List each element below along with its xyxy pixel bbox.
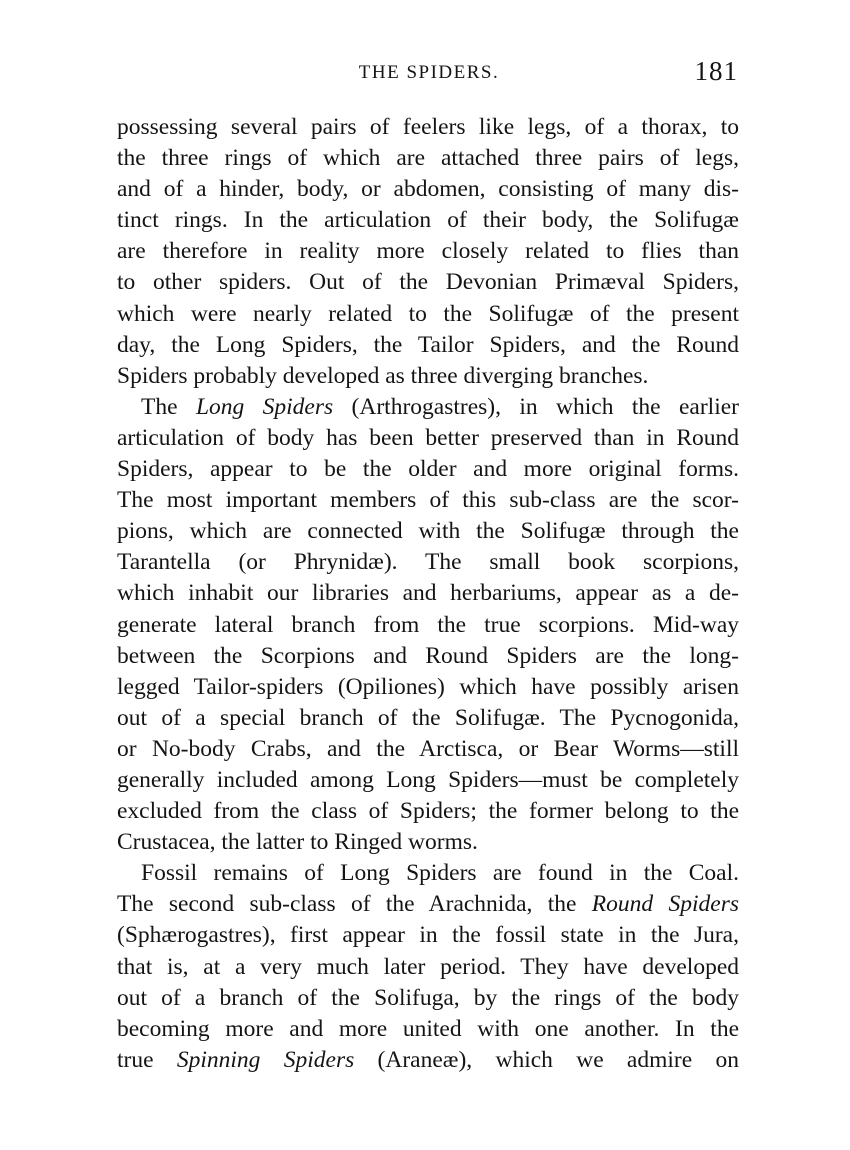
text-line: pions, which are connected with the Solifugæ through the (117, 518, 739, 545)
text-line: generally included among Long Spiders—must be completely (117, 766, 739, 793)
text-line: out of a branch of the Solifuga, by the rings of the body (117, 984, 739, 1011)
text-line: are therefore in reality more closely related to flies than (117, 238, 739, 265)
text-line: or No-body Crabs, and the Arctisca, or Bear Worms—still (117, 735, 739, 762)
text-line: between the Scorpions and Round Spiders are the long- (117, 642, 739, 669)
text-line: legged Tailor-spiders (Opiliones) which have possibly arisen (117, 673, 739, 700)
text-line: excluded from the class of Spiders; the former belong to the (117, 798, 739, 825)
running-head (118, 58, 740, 90)
text-line: Spiders probably developed as three diverging branches. (117, 362, 649, 389)
text-line: becoming more and more united with one another. In the (117, 1015, 739, 1042)
italic-term: Spinning Spiders (176, 1046, 355, 1073)
text-line: true Spinning Spiders (Araneæ), which we admire on (117, 1046, 739, 1073)
text-line: possessing several pairs of feelers like legs, of a thorax, to (117, 114, 739, 140)
text-line: The most important members of this sub-class are the scor- (117, 487, 739, 514)
text-line: The second sub-class of the Arachnida, the Round Spiders (117, 891, 739, 918)
text-line: out of a special branch of the Solifugæ. The Pycnogonida, (117, 704, 739, 731)
paragraph-3 (117, 858, 739, 1076)
text-line: which inhabit our libraries and herbariums, appear as a de- (117, 580, 739, 607)
text-line: to other spiders. Out of the Devonian Primæval Spiders, (117, 269, 739, 296)
italic-term: Round Spiders (591, 891, 739, 918)
body-text (117, 112, 739, 1076)
paragraph-2 (117, 392, 739, 858)
text-line: that is, at a very much later period. They have developed (117, 953, 739, 980)
text-line: and of a hinder, body, or abdomen, consisting of many dis- (117, 176, 739, 203)
paragraph-1 (117, 112, 739, 392)
text-line: Fossil remains of Long Spiders are found in the Coal. (141, 860, 739, 887)
text-line: the three rings of which are attached three pairs of legs, (117, 145, 739, 172)
text-line: The Long Spiders (Arthrogastres), in which the earlier (141, 393, 739, 420)
text-line: tinct rings. In the articulation of their body, the Solifugæ (117, 207, 739, 234)
text-line: generate lateral branch from the true scorpions. Mid-way (117, 611, 739, 638)
page-number: 181 (694, 56, 738, 86)
text-line: (Sphærogastres), first appear in the fossil state in the Jura, (117, 922, 739, 949)
italic-term: Long Spiders (195, 393, 334, 420)
text-line: Spiders, appear to be the older and more original forms. (117, 456, 739, 483)
chapter-running-title: THE SPIDERS. (358, 62, 500, 83)
text-line: which were nearly related to the Solifugæ of the present (117, 300, 739, 327)
text-line: articulation of body has been better preserved than in Round (117, 424, 739, 451)
text-line: Tarantella (or Phrynidæ). The small book scorpions, (117, 549, 739, 576)
text-line: day, the Long Spiders, the Tailor Spiders, and the Round (117, 331, 739, 358)
text-line: Crustacea, the latter to Ringed worms. (117, 829, 478, 856)
